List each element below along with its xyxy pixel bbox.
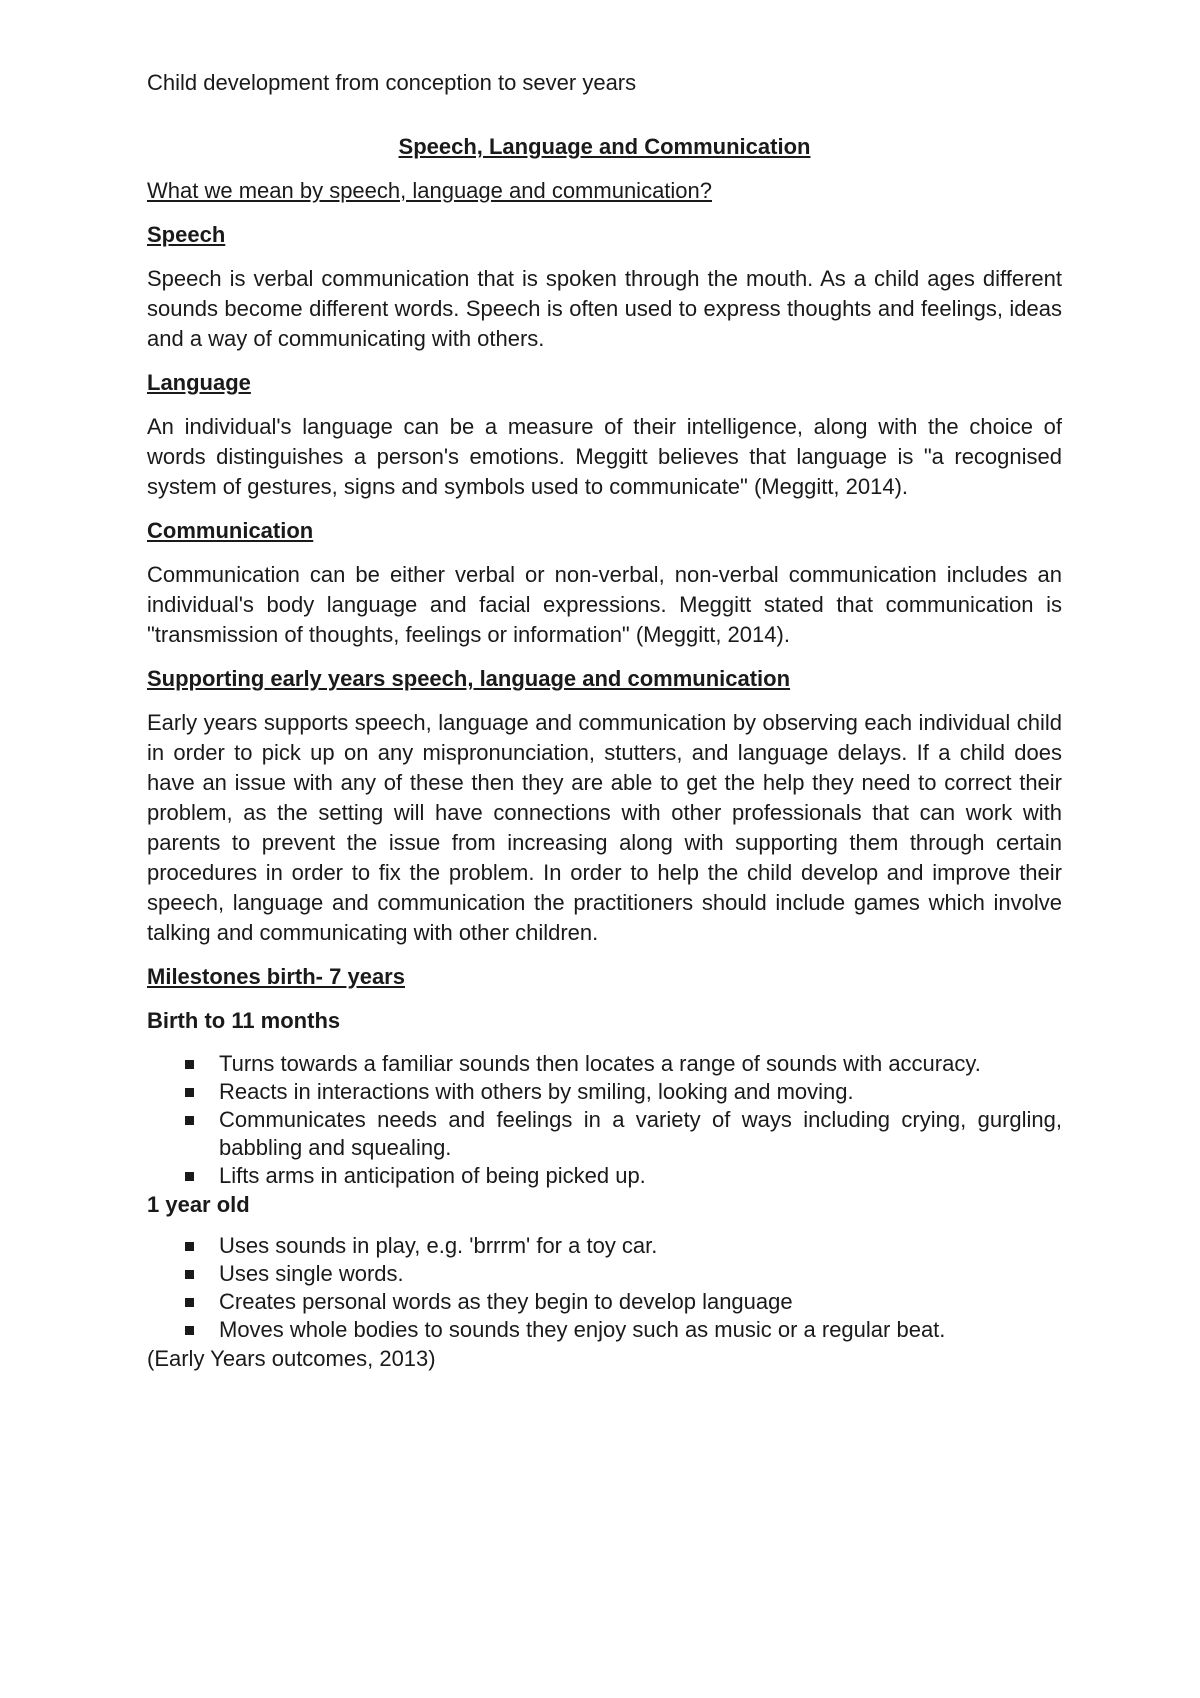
paragraph-language: An individual's language can be a measure of their intelligence, along with the choice of words distinguishes a person's emotions. Meggitt believes that language is "a recognised system of gestures, signs and symbols used to communicate" (Meggitt, 2014). bbox=[147, 414, 1062, 499]
list-item bbox=[219, 1232, 1062, 1260]
page-title: Speech, Language and Communication bbox=[398, 134, 811, 159]
milestone-group-one-year-label: 1 year old bbox=[147, 1192, 250, 1217]
citation: (Early Years outcomes, 2013) bbox=[147, 1346, 436, 1371]
milestone-list-one-year bbox=[147, 1232, 1062, 1344]
list-item bbox=[219, 1078, 1062, 1106]
list-item bbox=[219, 1260, 1062, 1288]
heading-language: Language bbox=[147, 370, 251, 395]
list-item bbox=[219, 1106, 1062, 1162]
milestone-group-birth-label: Birth to 11 months bbox=[147, 1008, 341, 1033]
square-bullet-icon bbox=[185, 1060, 194, 1069]
paragraph-supporting: Early years supports speech, language and communication by observing each individual child in order to pick up on any mispronunciation, stutters, and language delays. If a child does have an issue with any of these then they are able to get the help they need to correct their problem, as the setting will have connections with other professionals that can work with parents to prevent the issue from increasing along with supporting them through certain procedures in order to fix the problem. In order to help the child develop and improve their speech, language and communication the practitioners should include games which involve talking and communicating with other children. bbox=[147, 710, 1062, 945]
list-item bbox=[219, 1050, 1062, 1078]
list-item-text: Uses sounds in play, e.g. 'brrrm' for a toy car. bbox=[219, 1233, 658, 1258]
list-item bbox=[219, 1162, 1062, 1190]
paragraph-communication: Communication can be either verbal or non-verbal, non-verbal communication includes an individual's body language and facial expressions. Meggitt stated that communication is "transmission of thoughts, feelings or information" (Meggitt, 2014). bbox=[147, 562, 1062, 647]
list-item bbox=[219, 1316, 1062, 1344]
heading-milestones: Milestones birth- 7 years bbox=[147, 964, 405, 989]
milestone-list-birth bbox=[147, 1050, 1062, 1190]
square-bullet-icon bbox=[185, 1116, 194, 1125]
list-item-text: Lifts arms in anticipation of being picked up. bbox=[219, 1163, 646, 1188]
square-bullet-icon bbox=[185, 1088, 194, 1097]
document-header: Child development from conception to sever years bbox=[147, 70, 637, 95]
list-item-text: Reacts in interactions with others by smiling, looking and moving. bbox=[219, 1079, 854, 1104]
list-item bbox=[219, 1288, 1062, 1316]
heading-speech: Speech bbox=[147, 222, 226, 247]
square-bullet-icon bbox=[185, 1270, 194, 1279]
square-bullet-icon bbox=[185, 1242, 194, 1251]
list-item-text: Moves whole bodies to sounds they enjoy such as music or a regular beat. bbox=[219, 1317, 946, 1342]
paragraph-speech: Speech is verbal communication that is spoken through the mouth. As a child ages different sounds become different words. Speech is often used to express thoughts and feelings, ideas and a way of communicating with others. bbox=[147, 266, 1062, 351]
list-item-text: Creates personal words as they begin to develop language bbox=[219, 1289, 793, 1314]
intro-question: What we mean by speech, language and communication? bbox=[147, 178, 713, 203]
list-item-text: Turns towards a familiar sounds then locates a range of sounds with accuracy. bbox=[219, 1051, 981, 1076]
heading-communication: Communication bbox=[147, 518, 314, 543]
square-bullet-icon bbox=[185, 1326, 194, 1335]
list-item-text: Communicates needs and feelings in a variety of ways including crying, gurgling, babbling and squealing. bbox=[219, 1107, 1062, 1160]
square-bullet-icon bbox=[185, 1172, 194, 1181]
square-bullet-icon bbox=[185, 1298, 194, 1307]
document-page bbox=[147, 68, 1062, 1374]
heading-supporting: Supporting early years speech, language and communication bbox=[147, 666, 791, 691]
list-item-text: Uses single words. bbox=[219, 1261, 404, 1286]
